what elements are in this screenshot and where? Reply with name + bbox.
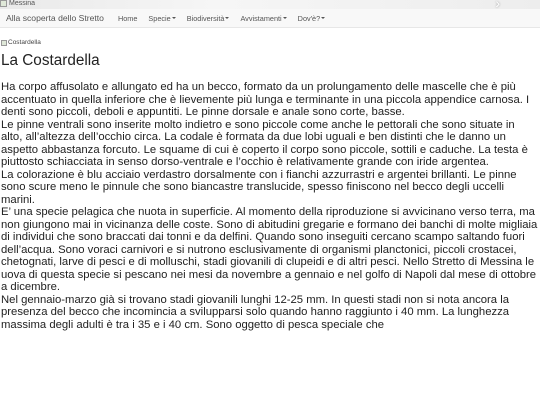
article-body [1,81,539,331]
article-image-alt: Costardella [8,39,41,46]
nav-item-label: Biodiversità [186,13,225,23]
main-content [0,39,540,331]
caret-down-icon [321,17,325,19]
nav-item-specie[interactable] [148,14,175,23]
caret-down-icon [283,17,287,19]
nav-item-dove[interactable] [298,14,326,23]
banner-image [0,0,35,9]
broken-image-icon [0,0,7,7]
nav-item-label: Dov'è? [297,13,321,23]
article-paragraph: La colorazione è blu acciaio verdastro dorsalmente con i fianchi azzurrastri e argentei brillanti. Le pinne sono scure meno le pinnule che sono biancastre translucide, spesso finiscono nel becco degli uccelli marini. [1,168,517,206]
article-paragraph: Le pinne ventrali sono inserite molto indietro e sono piccole come anche le pettorali che sono situate in alto, all’altezza dell’occhio circa. La codale è formata da due lobi uguali e ben distinti che le danno un aspetto abbastanza forcuto. Le squame di cui è coperto il corpo sono piccole, sottili e caduche. La testa è piuttosto schiacciata in senso dorso-ventrale e l’occhio è relativamente grande con iride argentea. [1,118,528,168]
article-paragraph: E’ una specie pelagica che nuota in superficie. Al momento della riproduzione si avvicinano verso terra, ma non giungono mai in vicinanza delle coste. Sono di abitudini gregarie e formano dei banchi di molte migliaia di individui che sono braccati dai tonni e da delfini. Quando sono inseguiti cercano scampo saltando fuori dell’acqua. Sono voraci carnivori e si nutrono esclusivamente di organismi planctonici, piccoli crostacei, chetognati, larve di pesci e di molluschi, stadi giovanili di clupeidi e di altri pesci. Nello Stretto di Messina le uova di questa specie si pescano nei mesi da novembre a gennaio e nel golfo di Napoli dal mese di ottobre a dicembre. [1,206,538,293]
header-banner [0,0,540,9]
broken-image-icon [1,40,7,46]
nav-item-label: Home [117,13,138,23]
page-title: La Costardella [1,52,100,69]
nav-item-home[interactable] [118,14,137,23]
article-image [1,39,539,47]
nav-item-label: Specie [148,13,171,23]
navbar-brand[interactable]: Alla scoperta dello Stretto [6,13,104,23]
nav-item-label: Avvistamenti [240,13,282,23]
carousel-next-icon[interactable]: › [495,0,500,9]
article-paragraph: Nel gennaio-marzo già si trovano stadi giovanili lunghi 12-25 mm. In questi stadi non si nota ancora la presenza del becco che incomincia a svilupparsi solo quando hanno raggiunto i 40 mm. La lunghezza massima degli adulti è tra i 35 e i 40 cm. Sono oggetto di pesca speciale che [1,293,510,331]
caret-down-icon [225,17,229,19]
article-paragraph: Ha corpo affusolato e allungato ed ha un becco, formato da un prolungamento delle mascelle che è più accentuato in quella inferiore che è lievemente più lunga e terminante in una piccola appendice carnosa. I denti sono piccoli, deboli e appuntiti. Le pinne dorsale e anale sono corte, basse. [1,81,530,118]
navbar [0,9,540,28]
nav-item-biodiversita[interactable] [187,14,230,23]
nav-item-avvistamenti[interactable] [240,14,286,23]
caret-down-icon [172,17,176,19]
banner-image-alt: Messina [9,0,36,7]
